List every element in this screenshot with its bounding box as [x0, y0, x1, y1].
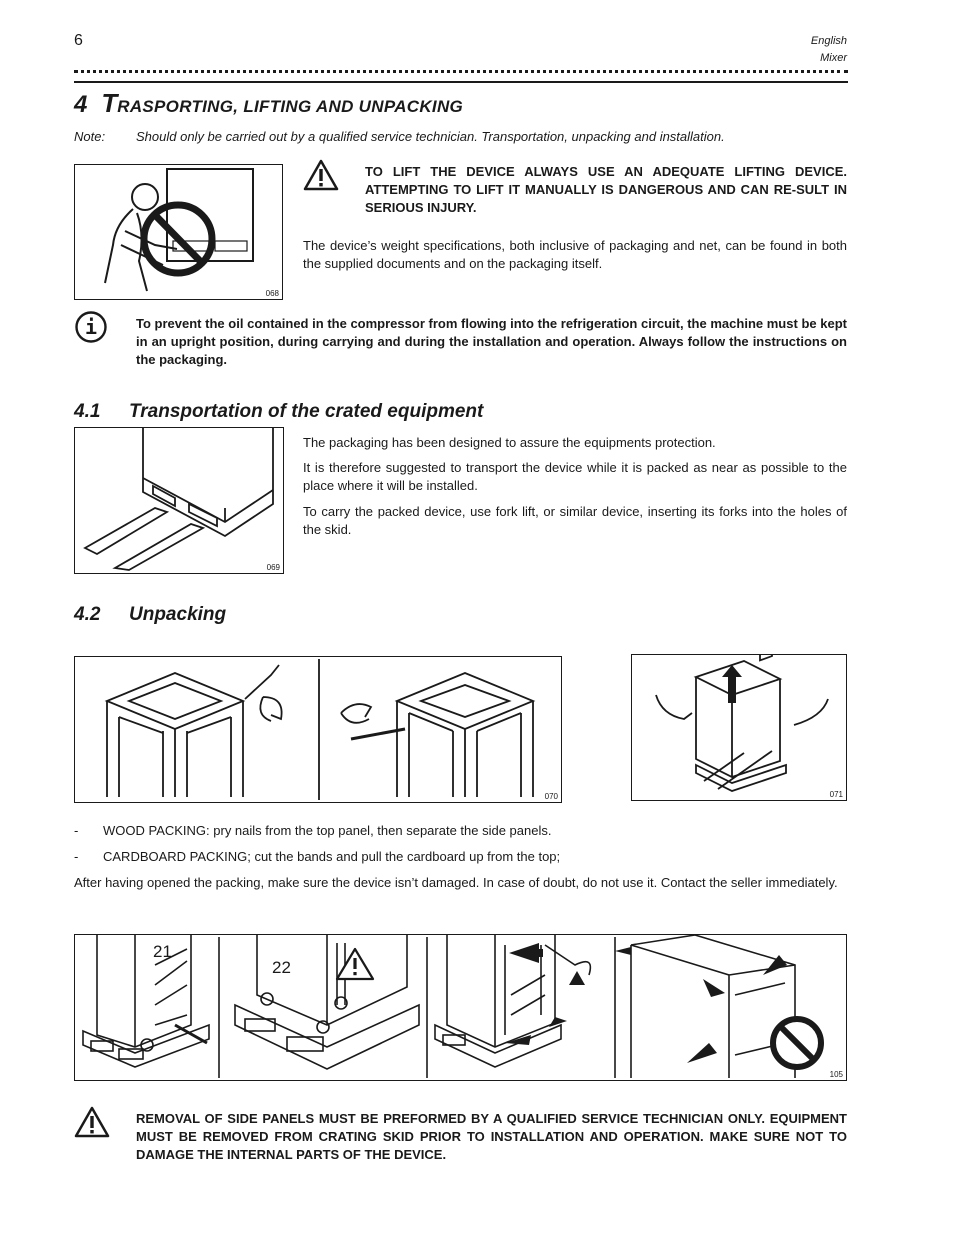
figure-crated-transport	[74, 427, 284, 574]
prohibition-icon	[773, 1019, 821, 1067]
warning-triangle-icon	[303, 158, 339, 197]
info-circle-icon	[74, 310, 108, 349]
chapter-number: 4	[74, 91, 88, 118]
header-product: Mixer	[820, 52, 847, 64]
transport-suggestion-text: It is therefore suggested to transport the device while it is packed as near as possible to the place where it will be installed.	[303, 460, 847, 493]
note	[74, 129, 854, 144]
cardboard-box-illustration	[632, 655, 846, 800]
figure-number-071: 071	[829, 790, 843, 799]
header-language: English	[810, 35, 847, 47]
section-4-2-title	[74, 604, 226, 626]
forklift-instructions-text: To carry the packed device, use fork lift, or similar device, inserting its forks into the holes of the skid.	[303, 504, 847, 537]
packaging-purpose-text: The packaging has been designed to assure the equipments protection.	[303, 435, 716, 450]
bullet-dash: -	[74, 849, 79, 864]
figure-number-070: 070	[544, 792, 558, 801]
page-number: 6	[74, 32, 83, 49]
figure-wood-crate-unpacking	[74, 656, 562, 803]
callout-21: 21	[153, 942, 172, 961]
figure-manual-lifting	[74, 164, 283, 300]
header-dotted-rule	[74, 70, 848, 73]
warning-triangle-icon-small	[337, 949, 373, 979]
damage-check-text: After having opened the packing, make sure the device isn’t damaged. In case of doubt, do not use it. Contact the seller immediately.	[74, 875, 838, 890]
section-4-1-number: 4.1	[74, 401, 101, 422]
figure-number-069: 069	[266, 563, 280, 572]
bullet-wood-packing	[74, 822, 551, 840]
section-4-1-title	[74, 401, 483, 423]
prohibition-icon	[144, 205, 212, 273]
warning-triangle-icon	[74, 1105, 110, 1144]
info-icon-letter: i	[84, 315, 98, 339]
header-labels	[811, 33, 847, 67]
figure-cardboard-unpacking	[631, 654, 847, 801]
bullet-text: WOOD PACKING: pry nails from the top panel, then separate the side panels.	[103, 823, 552, 838]
section-4-2-text: Unpacking	[129, 604, 227, 625]
chapter-title	[74, 88, 463, 119]
section-4-1-text: Transportation of the crated equipment	[129, 401, 484, 422]
weight-specifications-text: The device’s weight specifications, both inclusive of packaging and net, can be found in both the supplied documents and on the packaging itself.	[303, 238, 847, 271]
figure-side-panel-removal	[74, 934, 847, 1081]
chapter-title-rest: RASPORTING, LIFTING AND UNPACKING	[117, 97, 464, 116]
chapter-title-initial: T	[101, 88, 118, 118]
side-panel-removal-illustration	[75, 935, 846, 1080]
note-text: Should only be carried out by a qualified service technician. Transportation, unpacking and installation.	[136, 129, 725, 144]
bullet-cardboard-packing	[74, 848, 560, 866]
callout-22: 22	[272, 958, 291, 977]
manual-lifting-illustration	[75, 165, 282, 299]
section-4-2-number: 4.2	[74, 604, 101, 625]
upright-position-note: To prevent the oil contained in the compressor from flowing into the refrigeration circuit, the machine must be kept in an upright position, during carrying and during the installation and operation. Always follow the instructions on the packaging.	[136, 316, 847, 367]
bullet-dash: -	[74, 823, 79, 838]
header-solid-rule	[74, 81, 848, 83]
forklift-crate-illustration	[75, 428, 283, 573]
figure-number-068: 068	[265, 289, 279, 298]
bullet-text: CARDBOARD PACKING; cut the bands and pull the cardboard up from the top;	[103, 849, 561, 864]
figure-number-105: 105	[829, 1070, 843, 1079]
side-panel-removal-warning: REMOVAL OF SIDE PANELS MUST BE PREFORMED BY A QUALIFIED SERVICE TECHNICIAN ONLY. EQUIPMENT MUST BE REMOVED FROM CRATING SKID PRIOR TO INSTALLATION AND OPERATION. MAKE SURE NOT TO DAMAGE THE INTERNAL PARTS OF THE DEVICE.	[136, 1111, 847, 1162]
lifting-warning-text: TO LIFT THE DEVICE ALWAYS USE AN ADEQUATE LIFTING DEVICE. ATTEMPTING TO LIFT IT MANUALLY IS DANGEROUS AND CAN RE-SULT IN SERIOUS INJURY.	[365, 164, 847, 215]
note-label: Note:	[74, 129, 106, 144]
wood-crate-illustration	[75, 657, 561, 802]
